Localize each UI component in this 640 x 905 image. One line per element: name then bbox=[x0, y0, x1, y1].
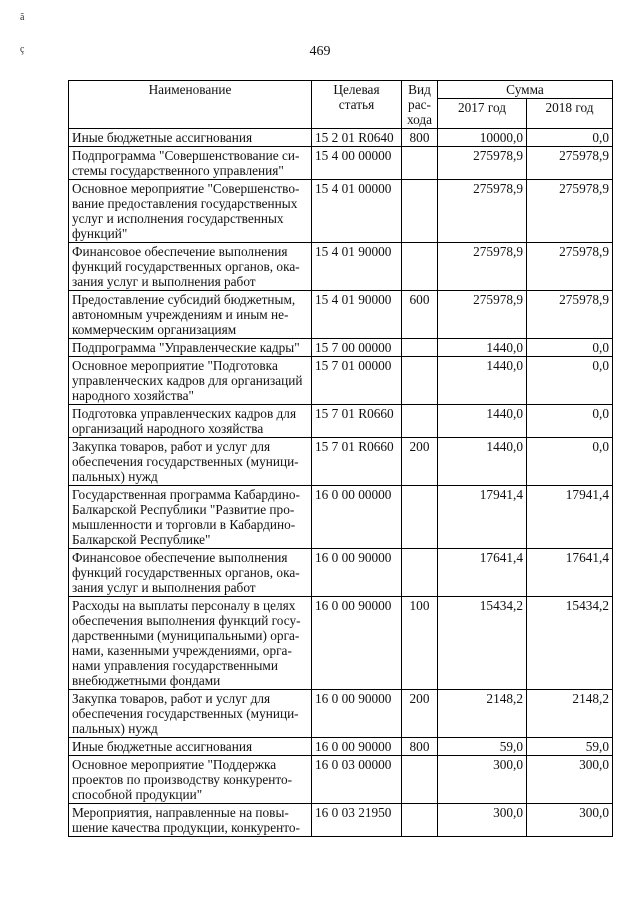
header-year-2018: 2018 год bbox=[527, 99, 613, 129]
margin-mark-top: ã bbox=[20, 12, 25, 23]
row-name-cell: Подпрограмма "Совершенствование си-стемы государственного управления" bbox=[69, 147, 312, 180]
table-row bbox=[69, 690, 613, 738]
row-kind-cell bbox=[402, 147, 438, 180]
row-sum-2017-cell: 1440,0 bbox=[438, 339, 527, 357]
row-sum-2018-cell: 0,0 bbox=[527, 438, 613, 486]
row-code-cell: 16 0 00 00000 bbox=[312, 486, 402, 549]
row-kind-cell bbox=[402, 486, 438, 549]
row-kind-cell bbox=[402, 405, 438, 438]
row-name-cell: Подготовка управленческих кадров для организаций народного хозяйства bbox=[69, 405, 312, 438]
table-row bbox=[69, 486, 613, 549]
header-sum: Сумма bbox=[438, 81, 613, 99]
table-row bbox=[69, 243, 613, 291]
row-sum-2018-cell: 59,0 bbox=[527, 738, 613, 756]
row-code-cell: 15 4 01 90000 bbox=[312, 243, 402, 291]
row-kind-cell bbox=[402, 756, 438, 804]
row-sum-2018-cell: 0,0 bbox=[527, 339, 613, 357]
row-kind-cell bbox=[402, 243, 438, 291]
row-sum-2017-cell: 275978,9 bbox=[438, 291, 527, 339]
row-name-cell: Иные бюджетные ассигнования bbox=[69, 738, 312, 756]
table-row bbox=[69, 405, 613, 438]
row-sum-2017-cell: 275978,9 bbox=[438, 180, 527, 243]
row-name-cell: Предоставление субсидий бюджетным, автономным учреждениям и иным не-коммерческим организациям bbox=[69, 291, 312, 339]
row-name-cell: Закупка товаров, работ и услуг для обеспечения государственных (муници-пальных) нужд bbox=[69, 690, 312, 738]
row-code-cell: 16 0 00 90000 bbox=[312, 549, 402, 597]
row-sum-2018-cell: 15434,2 bbox=[527, 597, 613, 690]
row-name-cell: Иные бюджетные ассигнования bbox=[69, 129, 312, 147]
row-code-cell: 16 0 00 90000 bbox=[312, 690, 402, 738]
row-sum-2018-cell: 2148,2 bbox=[527, 690, 613, 738]
row-code-cell: 15 2 01 R0640 bbox=[312, 129, 402, 147]
row-name-cell: Финансовое обеспечение выполнения функций государственных органов, ока-зания услуг и выполнения работ bbox=[69, 243, 312, 291]
table-row bbox=[69, 738, 613, 756]
row-sum-2017-cell: 300,0 bbox=[438, 756, 527, 804]
row-sum-2017-cell: 2148,2 bbox=[438, 690, 527, 738]
row-sum-2018-cell: 0,0 bbox=[527, 405, 613, 438]
row-code-cell: 15 4 01 00000 bbox=[312, 180, 402, 243]
row-code-cell: 15 7 00 00000 bbox=[312, 339, 402, 357]
row-name-cell: Государственная программа Кабардино-Балкарской Республики "Развитие про-мышленности и торговли в Кабардино-Балкарской Республике" bbox=[69, 486, 312, 549]
row-sum-2017-cell: 10000,0 bbox=[438, 129, 527, 147]
row-code-cell: 16 0 00 90000 bbox=[312, 597, 402, 690]
row-sum-2017-cell: 1440,0 bbox=[438, 405, 527, 438]
row-sum-2017-cell: 17941,4 bbox=[438, 486, 527, 549]
table-row bbox=[69, 756, 613, 804]
row-kind-cell bbox=[402, 357, 438, 405]
row-sum-2017-cell: 275978,9 bbox=[438, 243, 527, 291]
table-row bbox=[69, 804, 613, 837]
row-name-cell: Основное мероприятие "Поддержка проектов по производству конкуренто-способной продукции" bbox=[69, 756, 312, 804]
row-sum-2018-cell: 300,0 bbox=[527, 756, 613, 804]
row-sum-2018-cell: 0,0 bbox=[527, 357, 613, 405]
table-row bbox=[69, 438, 613, 486]
header-code: Целевая статья bbox=[312, 81, 402, 129]
row-code-cell: 15 7 01 R0660 bbox=[312, 438, 402, 486]
row-sum-2018-cell: 0,0 bbox=[527, 129, 613, 147]
row-sum-2017-cell: 1440,0 bbox=[438, 357, 527, 405]
row-sum-2018-cell: 275978,9 bbox=[527, 180, 613, 243]
row-name-cell: Основное мероприятие "Совершенство-вание предоставления государственных услуг и исполнения государственных функций" bbox=[69, 180, 312, 243]
table-row bbox=[69, 597, 613, 690]
row-name-cell: Основное мероприятие "Подготовка управленческих кадров для организаций народного хозяйства" bbox=[69, 357, 312, 405]
table-row bbox=[69, 129, 613, 147]
table-row bbox=[69, 147, 613, 180]
row-code-cell: 15 4 01 90000 bbox=[312, 291, 402, 339]
row-kind-cell: 200 bbox=[402, 438, 438, 486]
row-kind-cell: 100 bbox=[402, 597, 438, 690]
header-kind: Вид рас-хода bbox=[402, 81, 438, 129]
row-kind-cell: 600 bbox=[402, 291, 438, 339]
row-sum-2018-cell: 275978,9 bbox=[527, 243, 613, 291]
row-sum-2018-cell: 275978,9 bbox=[527, 291, 613, 339]
table-row bbox=[69, 180, 613, 243]
table-row bbox=[69, 339, 613, 357]
header-year-2017: 2017 год bbox=[438, 99, 527, 129]
row-sum-2018-cell: 17941,4 bbox=[527, 486, 613, 549]
table-row bbox=[69, 357, 613, 405]
row-sum-2017-cell: 59,0 bbox=[438, 738, 527, 756]
row-sum-2017-cell: 17641,4 bbox=[438, 549, 527, 597]
row-sum-2018-cell: 275978,9 bbox=[527, 147, 613, 180]
row-code-cell: 15 7 01 00000 bbox=[312, 357, 402, 405]
row-sum-2018-cell: 17641,4 bbox=[527, 549, 613, 597]
table-row bbox=[69, 291, 613, 339]
row-sum-2017-cell: 300,0 bbox=[438, 804, 527, 837]
row-code-cell: 15 4 00 00000 bbox=[312, 147, 402, 180]
row-sum-2017-cell: 15434,2 bbox=[438, 597, 527, 690]
row-code-cell: 16 0 03 21950 bbox=[312, 804, 402, 837]
row-kind-cell bbox=[402, 549, 438, 597]
row-kind-cell bbox=[402, 180, 438, 243]
row-name-cell: Расходы на выплаты персоналу в целях обеспечения выполнения функций госу-дарственными (муниципальными) орга-нами, казенными учреждениями, орга-нами управления государственными внебюджетными фондами bbox=[69, 597, 312, 690]
row-kind-cell: 200 bbox=[402, 690, 438, 738]
row-code-cell: 16 0 00 90000 bbox=[312, 738, 402, 756]
row-sum-2017-cell: 1440,0 bbox=[438, 438, 527, 486]
row-sum-2018-cell: 300,0 bbox=[527, 804, 613, 837]
page-number: 469 bbox=[309, 44, 331, 59]
budget-table bbox=[68, 80, 613, 837]
row-code-cell: 15 7 01 R0660 bbox=[312, 405, 402, 438]
row-kind-cell: 800 bbox=[402, 738, 438, 756]
margin-mark-bottom: ç bbox=[20, 44, 25, 55]
table-row bbox=[69, 549, 613, 597]
row-name-cell: Подпрограмма "Управленческие кадры" bbox=[69, 339, 312, 357]
row-kind-cell bbox=[402, 339, 438, 357]
row-code-cell: 16 0 03 00000 bbox=[312, 756, 402, 804]
row-sum-2017-cell: 275978,9 bbox=[438, 147, 527, 180]
row-kind-cell bbox=[402, 804, 438, 837]
row-name-cell: Закупка товаров, работ и услуг для обеспечения государственных (муници-пальных) нужд bbox=[69, 438, 312, 486]
table-header bbox=[69, 81, 613, 129]
row-name-cell: Мероприятия, направленные на повы-шение качества продукции, конкуренто- bbox=[69, 804, 312, 837]
header-name: Наименование bbox=[69, 81, 312, 129]
table-body bbox=[69, 129, 613, 837]
row-name-cell: Финансовое обеспечение выполнения функций государственных органов, ока-зания услуг и выполнения работ bbox=[69, 549, 312, 597]
row-kind-cell: 800 bbox=[402, 129, 438, 147]
